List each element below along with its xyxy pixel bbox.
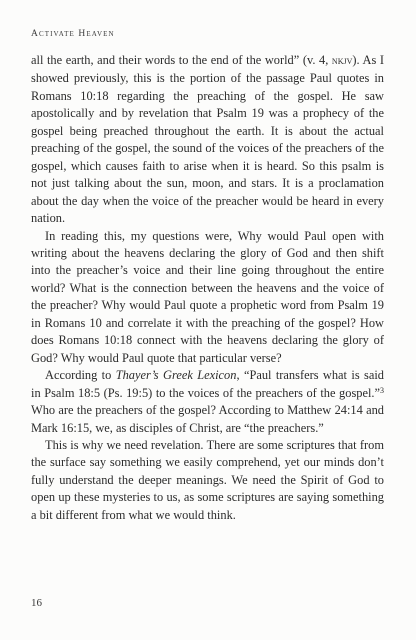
paragraph-3-part-3: , “Paul transfers what is said in Psalm 18:5 (Ps. 19:5) to the voices of the preachers of the gospel.” <box>31 368 384 400</box>
paragraph-1 <box>31 52 384 228</box>
paragraph-2 <box>31 228 384 368</box>
paragraph-4-text: This is why we need revelation. There are some scriptures that from the surface say something we easily comprehend, yet our minds don’t fully understand the deeper meanings. We need the Spirit of God to open up these mysteries to us, as some scriptures are saying something a bit different from what we would think. <box>31 437 384 522</box>
paragraph-3 <box>31 367 384 437</box>
bible-version-abbrev: nkjv <box>331 55 353 67</box>
paragraph-4 <box>31 437 384 524</box>
body-text <box>31 52 384 524</box>
page-number: 16 <box>31 597 42 609</box>
book-title-italic: Thayer’s Greek Lexicon <box>115 368 237 383</box>
paragraph-2-text: In reading this, my questions were, Why would Paul open with writing about the heavens declaring the glory of God and then shift into the preacher’s voice and their line going throughout the entire world? What is the connection between the heavens and the voice of the preacher? Why would Paul quote a prophetic word from Psalm 19 in Romans 10 and correlate it with the preaching of the gospel? How does Romans 10:18 connect with the heavens declaring the glory of God? Why would Paul quote that particular verse? <box>31 228 384 365</box>
paragraph-1-part-1: all the earth, and their words to the end of the world” (v. 4, <box>31 53 332 67</box>
footnote-marker[interactable]: 3 <box>380 385 384 395</box>
paragraph-3-part-5: Who are the preachers of the gospel? According to Matthew 24:14 and Mark 16:15, we, as disciples of Christ, are “the preachers.” <box>31 403 384 435</box>
paragraph-3-part-1: According to <box>45 368 116 383</box>
paragraph-1-part-3: ). As I showed previously, this is the portion of the passage Paul quotes in Romans 10:18 regarding the preaching of the gospel. He saw apostolically and by revelation that Psalm 19 was a prophecy of the gospel being preached throughout the earth. It is about the actual preaching of the gospel, the sound of the voices of the preachers of the gospel, which causes faith to arise when it is heard. So this psalm is not just talking about the sun, moon, and stars. It is a proclamation about the day when the voice of the preacher would be heard in every nation. <box>31 53 384 226</box>
running-head: Activate Heaven <box>31 29 115 39</box>
